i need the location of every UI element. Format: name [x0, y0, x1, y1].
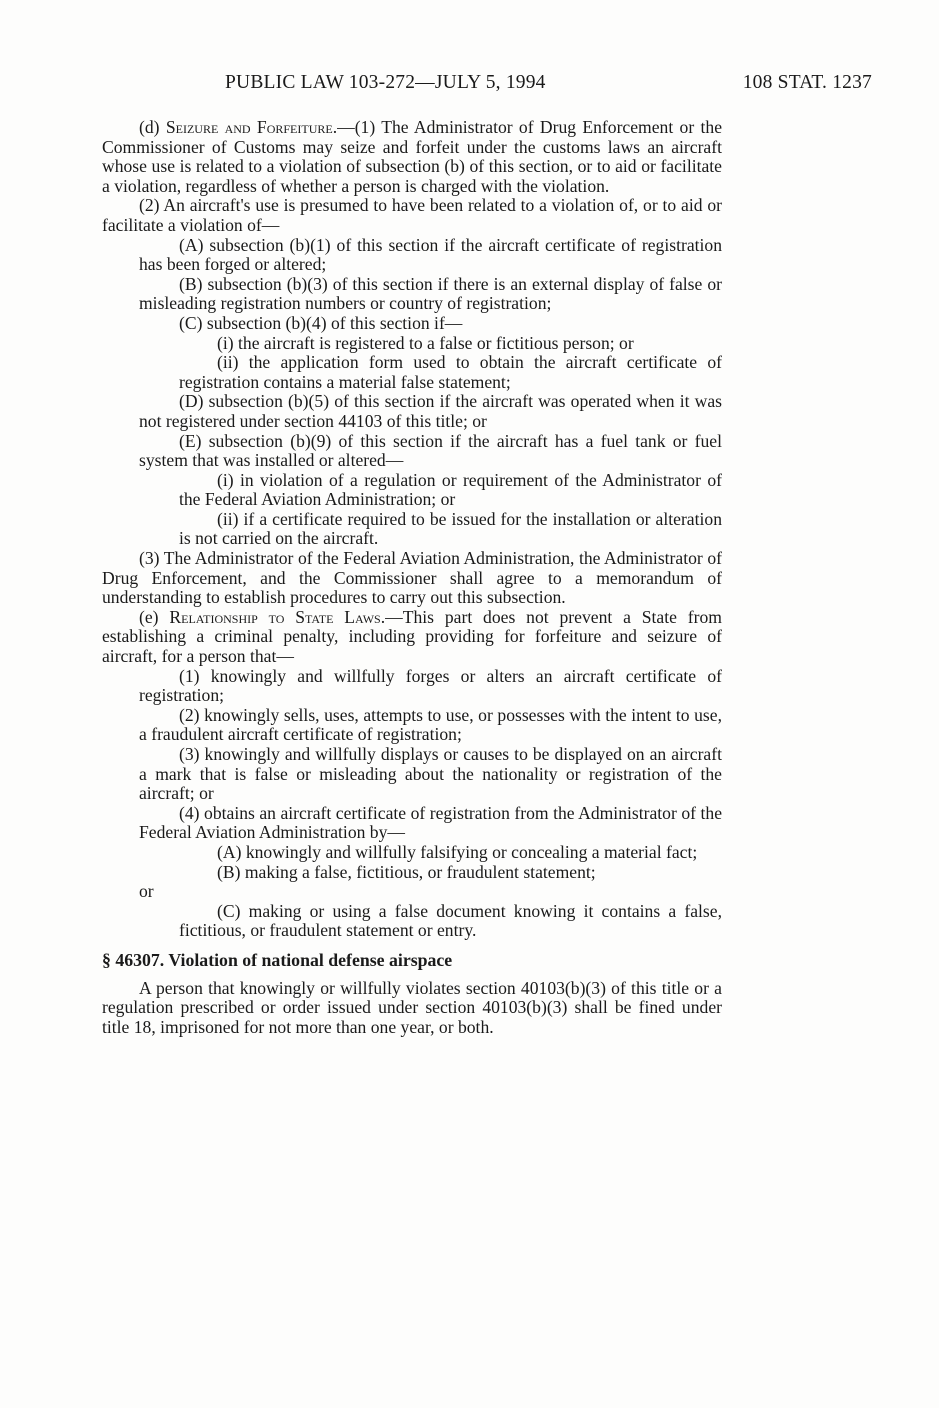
subsection-d-text: .—(1) The Administrator of Drug Enforcement or the Commissioner of Customs may seize and forfeit under the customs laws an aircraft whose use is related to a violation of subsection (b) of this section, or to aid or facilitate a violation, regardless of whether a person is charged with the violation. [102, 117, 722, 196]
subsection-e-clause-b: (B) making a false, fictitious, or fraudulent statement; [217, 861, 596, 882]
subsection-d-clause-c-ii: (ii) the application form used to obtain the aircraft certificate of registration contains a material false statement; [179, 352, 722, 392]
running-title: PUBLIC LAW 103-272—JULY 5, 1994 [225, 72, 546, 93]
subsection-d-clause-c-i: (i) the aircraft is registered to a false or fictitious person; or [217, 332, 634, 353]
subsection-e-heading: Relationship to State Laws [169, 606, 381, 627]
section-46307-text: A person that knowingly or willfully violates section 40103(b)(3) of this title or a regulation prescribed or order issued under section 40103(b)(3) shall be fined under title 18, imprisoned for not more than one year, or both. [102, 977, 722, 1037]
subsection-e-paragraph-3: (3) knowingly and willfully displays or causes to be displayed on an aircraft a mark that is false or misleading about the nationality or registration of the aircraft; or [139, 744, 722, 804]
page-header [100, 72, 872, 96]
subsection-d-clause-e-ii: (ii) if a certificate required to be issued for the installation or alteration is not carried on the aircraft. [179, 508, 722, 549]
subsection-e-text: .—This part does not prevent a State from establishing a criminal penalty, including providing for forfeiture and seizure of aircraft, for a person that— [102, 606, 722, 667]
subsection-d-clause-c: (C) subsection (b)(4) of this section if— [179, 312, 463, 333]
subsection-d-label: (d) [139, 117, 166, 137]
subsection-e-paragraph-2: (2) knowingly sells, uses, attempts to use, or possesses with the intent to use, a fraudulent aircraft certificate of registration; [139, 704, 722, 745]
subsection-d-clause-a: (A) subsection (b)(1) of this section if the aircraft certificate of registration has been forged or altered; [139, 234, 722, 275]
statute-body [102, 118, 722, 1037]
subsection-e-paragraph-intro [102, 608, 722, 667]
subsection-d-paragraph-2: (2) An aircraft's use is presumed to have been related to a violation of, or to aid or facilitate a violation of— [102, 195, 722, 235]
statute-citation: 108 STAT. 1237 [742, 72, 872, 93]
subsection-e-paragraph-4: (4) obtains an aircraft certificate of registration from the Administrator of the Federal Aviation Administration by— [139, 802, 722, 843]
subsection-d-clause-e-i: (i) in violation of a regulation or requirement of the Administrator of the Federal Aviation Administration; or [179, 469, 722, 510]
subsection-e-connector-or: or [139, 881, 154, 902]
subsection-e-paragraph-1: (1) knowingly and willfully forges or alters an aircraft certificate of registration; [139, 665, 722, 706]
subsection-d-clause-e: (E) subsection (b)(9) of this section if the aircraft has a fuel tank or fuel system that was installed or altered— [139, 430, 722, 471]
subsection-d-paragraph-1 [102, 118, 722, 196]
subsection-d-heading: Seizure and Forfeiture [165, 117, 333, 137]
subsection-e-clause-c: (C) making or using a false document knowing it contains a false, fictitious, or fraudulent statement or entry. [179, 900, 722, 941]
subsection-d-clause-d: (D) subsection (b)(5) of this section if the aircraft was operated when it was not registered under section 44103 of this title; or [139, 391, 722, 431]
subsection-e-label: (e) [139, 606, 170, 627]
subsection-e-clause-a: (A) knowingly and willfully falsifying or concealing a material fact; [217, 841, 698, 862]
subsection-d-paragraph-3: (3) The Administrator of the Federal Aviation Administration, the Administrator of Drug Enforcement, and the Commissioner shall agree to a memorandum of understanding to establish procedures to carry out this subsection. [102, 548, 722, 608]
section-46307-heading: § 46307. Violation of national defense airspace [102, 949, 453, 970]
subsection-d-clause-b: (B) subsection (b)(3) of this section if there is an external display of false or misleading registration numbers or country of registration; [139, 273, 722, 314]
